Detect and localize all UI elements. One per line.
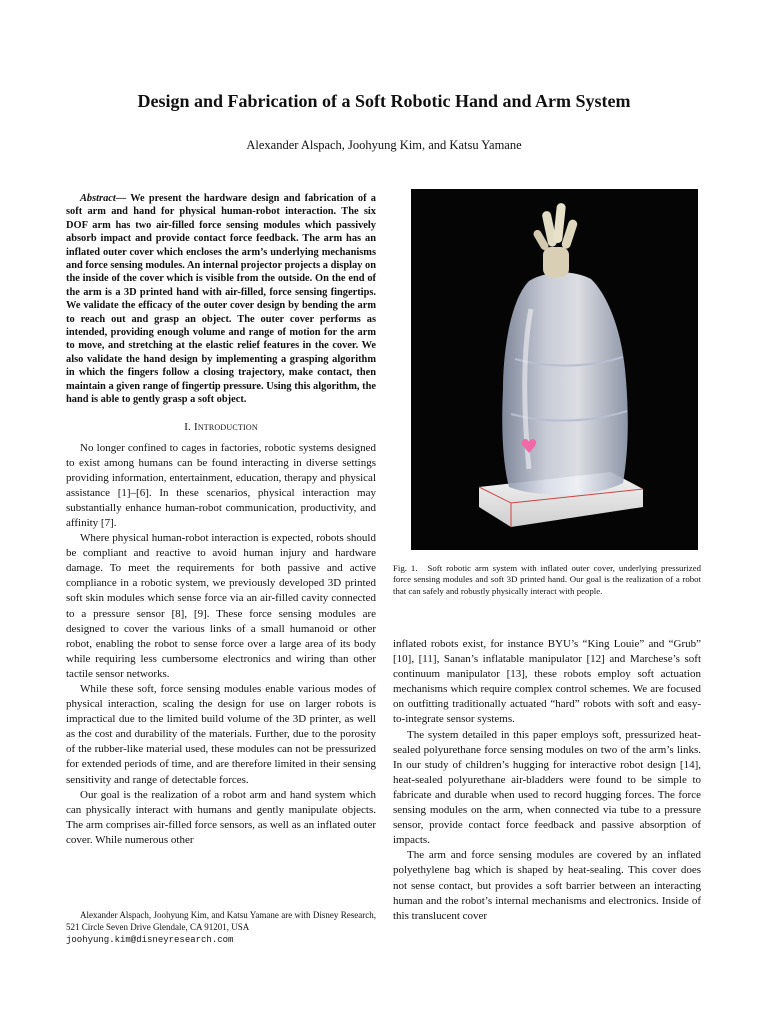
footnote-email: joohyung.kim@disneyresearch.com [66, 934, 234, 945]
intro-paragraph-7: The arm and force sensing modules are covered by an inflated polyethylene bag which is shaped by heat-sealing. This cover does not sense contact, but provides a soft barrier between an interacting human and the robot’s internal mechanisms and electronics. Inside of this translucent cover [393, 849, 701, 922]
author-footnote [66, 910, 376, 946]
left-column [66, 192, 376, 848]
intro-paragraph-2: Where physical human-robot interaction is expected, robots should be compliant and reactive to avoid human injury and hardware damage. To meet the requirements for both passive and active compliance in a robotic system, we previously developed 3D printed soft skin modules which sense force via an air-filled cavity connected to a pressure sensor [8], [9]. These force sensing modules are designed to cover the various links of a small humanoid or other robot, enabling the robot to sense force over a large area of its body while requiring less cumbersome electronics and wiring than other tactile sensor networks. [66, 532, 376, 680]
abstract [66, 192, 376, 407]
figure-1-photo [411, 189, 698, 550]
author-list: Alexander Alspach, Joohyung Kim, and Katsu Yamane [246, 138, 522, 152]
figure-caption-text: Soft robotic arm system with inflated outer cover, underlying pressurized force sensing modules and soft 3D printed hand. Our goal is the realization of a robot that can safely and robustly physically interact with people. [393, 563, 701, 596]
section-numeral: I. [184, 420, 192, 433]
right-column [393, 637, 701, 924]
intro-paragraph-5: inflated robots exist, for instance BYU’s “King Louie” and “Grub” [10], [11], Sanan’s inflatable manipulator [12] and Marchese’s soft continuum manipulator [13], these robots employ soft actuation mechanisms which require complex control schemes. We are focused on outfitting traditionally actuated “hard” robots with soft and easy-to-integrate sensor systems. [393, 638, 701, 726]
intro-paragraph-3: While these soft, force sensing modules enable various modes of physical interaction, scaling the design for use on larger robots is impractical due to the limited build volume of the 3D printer, as well as the cost and durability of the materials. Further, due to the porosity of the rubber-like material used, these modules can not be pressurized for extended periods of time, and are therefore limited in their sensing sensitivity and range of detectable forces. [66, 683, 376, 786]
figure-label: Fig. 1. [393, 563, 418, 573]
intro-paragraph-1: No longer confined to cages in factories, robotic systems designed to exist among humans can be found interacting in diverse settings providing information, entertainment, education, therapy and physical assistance [1]–[6]. In these scenarios, physical interaction may substantially enhance human-robot communication, productivity, and affinity [7]. [66, 441, 376, 529]
intro-paragraph-4: Our goal is the realization of a robot arm and hand system which can physically interact with humans and gently manipulate objects. The arm comprises air-filled force sensors, as well as an inflated outer cover. While numerous other [66, 788, 376, 846]
abstract-lead: Abstract [80, 193, 116, 204]
abstract-text: — We present the hardware design and fabrication of a soft arm and hand for physical human-robot interaction. The six DOF arm has two air-filled force sensing modules which passively absorb impact and provide contact force feedback. The arm has an inflated outer cover which encloses the arm’s underlying mechanisms and force sensing modules. An internal projector projects a display on the inside of the cover which is visible from the outside. On the end of the arm is a 3D printed hand with air-filled, force sensing fingertips. We validate the efficacy of the outer cover design by bending the arm to reach out and grasp an object. The outer cover performs as intended, providing enough volume and range of motion for the arm to move, and stretching at the elastic relief features in the cover. We also validate the hand design by implementing a grasping algorithm in which the fingers follow a closing trajectory, make contact, then maintain a given range of fingertip pressure. Using this algorithm, the hand is able to gently grasp a soft object. [66, 193, 376, 406]
paper-title: Design and Fabrication of a Soft Robotic Hand and Arm System [137, 91, 631, 111]
section-title: Introduction [193, 420, 258, 433]
intro-paragraph-6: The system detailed in this paper employs soft, pressurized heat-sealed polyurethane force sensing modules on two of the arm’s links. In our study of children’s hugging for interactive robot design [14], heat-sealed polyurethane air-bladders were found to be simple to fabricate and durable when used to record hugging forces. The force sensing modules on the arm, when connected via tube to a pressure sensor, provide contact force feedback and passive absorption of impacts. [393, 728, 701, 847]
robot-arm-illustration [411, 189, 698, 550]
soft-hand [543, 247, 569, 277]
section-heading-introduction [66, 421, 376, 433]
figure-1-caption [393, 563, 701, 597]
footnote-affiliation: Alexander Alspach, Joohyung Kim, and Katsu Yamane are with Disney Research, 521 Circle Seven Drive Glendale, CA 91201, USA [66, 910, 376, 932]
